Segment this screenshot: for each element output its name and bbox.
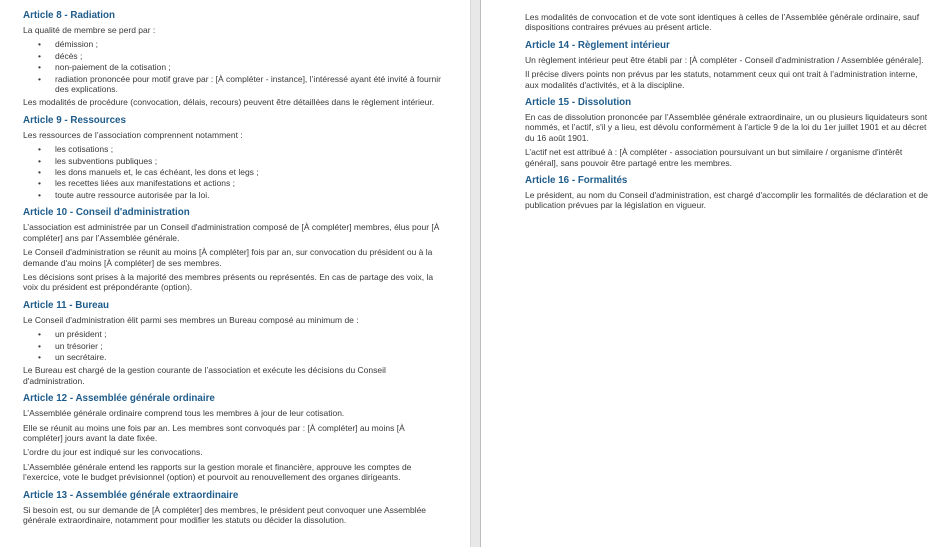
page-2 bbox=[481, 0, 947, 547]
paragraph: L’association est administrée par un Conseil d'administration composé de [À compléter] membres, élus pour [À compléter] ans par l’Assemblée générale. bbox=[23, 222, 440, 243]
page-1 bbox=[0, 0, 470, 547]
article-heading: Article 8 - Radiation bbox=[23, 10, 115, 21]
article-heading: Article 13 - Assemblée générale extraordinaire bbox=[23, 489, 239, 501]
article-heading: Article 12 - Assemblée générale ordinaire bbox=[23, 393, 215, 405]
paragraph: Si besoin est, ou sur demande de [À compléter] des membres, le président peut convoquer une Assemblée générale extraordinaire, notamment pour modifier les statuts ou décider la dissolution. bbox=[23, 504, 427, 525]
paragraph: L’actif net est attribué à : [À compléter - association poursuivant un but similaire / organisme d'intérêt général], sans pouvoir être partagé entre les membres. bbox=[525, 147, 903, 168]
article-heading: Article 15 - Dissolution bbox=[525, 97, 632, 109]
bullet-item: • non-paiement de la cotisation ; bbox=[23, 62, 446, 72]
bullet-item: • un trésorier ; bbox=[23, 341, 446, 351]
paragraph: En cas de dissolution prononcée par l’Assemblée générale extraordinaire, un ou plusieurs liquidateurs sont nommés, et l’actif, s'il y a lieu, est dévolu conformément à l’article 9 de la loi du 1er juillet 1901 et au décret du 16 août 1901. bbox=[525, 112, 928, 143]
paragraph: Le Conseil d'administration élit parmi ses membres un Bureau composé au minimum de : bbox=[23, 314, 359, 325]
bullet-item: • les dons manuels et, le cas échéant, les dons et legs ; bbox=[23, 167, 446, 177]
paragraph: L’ordre du jour est indiqué sur les convocations. bbox=[23, 447, 203, 458]
bullet-item: • les recettes liées aux manifestations et actions ; bbox=[23, 178, 446, 188]
bullet-item: • un président ; bbox=[23, 329, 446, 339]
article-heading: Article 9 - Ressources bbox=[23, 114, 126, 126]
paragraph: Un règlement intérieur peut être établi par : [À compléter - Conseil d'administration / Assemblée générale]. bbox=[525, 54, 924, 65]
article-heading: Article 11 - Bureau bbox=[23, 299, 110, 311]
paragraph: Le président, au nom du Conseil d'administration, est chargé d'accomplir les formalités de déclaration et de publication prévues par la législation en vigueur. bbox=[525, 190, 928, 211]
paragraph: Le Conseil d'administration se réunit au moins [À compléter] fois par an, sur convocation du président ou à la demande d'au moins [À compléter] de ses membres. bbox=[23, 247, 433, 268]
article-heading: Article 10 - Conseil d'administration bbox=[23, 207, 190, 219]
bullet-item: • toute autre ressource autorisée par la loi. bbox=[23, 190, 446, 200]
paragraph: Les décisions sont prises à la majorité des membres présents ou représentés. En cas de partage des voix, la voix du président est prépondérante (option). bbox=[23, 271, 434, 293]
bullet-item: • démission ; bbox=[23, 39, 446, 49]
paragraph: L’Assemblée générale entend les rapports sur la gestion morale et financière, approuve les comptes de l’exercice, vote le budget prévisionnel (option) et pourvoit au renouvellement des organes dirigeants. bbox=[23, 461, 412, 483]
bullet-list bbox=[23, 144, 446, 200]
bullet-item: • un secrétaire. bbox=[23, 352, 446, 362]
page-gutter bbox=[470, 0, 481, 547]
bullet-list bbox=[23, 329, 446, 362]
paragraph: Le Bureau est chargé de la gestion courante de l’association et exécute les décisions du Conseil d'administration. bbox=[23, 365, 386, 386]
paragraph: Elle se réunit au moins une fois par an. Les membres sont convoqués par : [À compléter] au moins [À compléter] jours avant la date fixée. bbox=[23, 422, 405, 443]
paragraph: Les modalités de convocation et de vote sont identiques à celles de l’Assemblée générale ordinaire, sauf dispositions contraires prévues au présent article. bbox=[525, 12, 920, 33]
bullet-list bbox=[23, 39, 446, 94]
bullet-item: • les subventions publiques ; bbox=[23, 156, 446, 166]
article-heading: Article 14 - Règlement intérieur bbox=[525, 39, 670, 51]
paragraph: Il précise divers points non prévus par les statuts, notamment ceux qui ont trait à l’administration interne, aux modalités d'activités, et à la discipline. bbox=[525, 69, 918, 90]
bullet-item: • radiation prononcée pour motif grave par : [À compléter - instance], l’intéressé ayant été invité à fournir des explications. bbox=[23, 74, 446, 95]
bullet-item: • les cotisations ; bbox=[23, 144, 446, 154]
paragraph: Les modalités de procédure (convocation, délais, recours) peuvent être détaillées dans le règlement intérieur. bbox=[23, 97, 435, 108]
paragraph: L’Assemblée générale ordinaire comprend tous les membres à jour de leur cotisation. bbox=[23, 408, 345, 419]
paragraph: La qualité de membre se perd par : bbox=[23, 25, 156, 35]
paragraph: Les ressources de l’association comprennent notamment : bbox=[23, 129, 243, 140]
article-heading: Article 16 - Formalités bbox=[525, 175, 628, 187]
bullet-item: • décès ; bbox=[23, 51, 446, 61]
